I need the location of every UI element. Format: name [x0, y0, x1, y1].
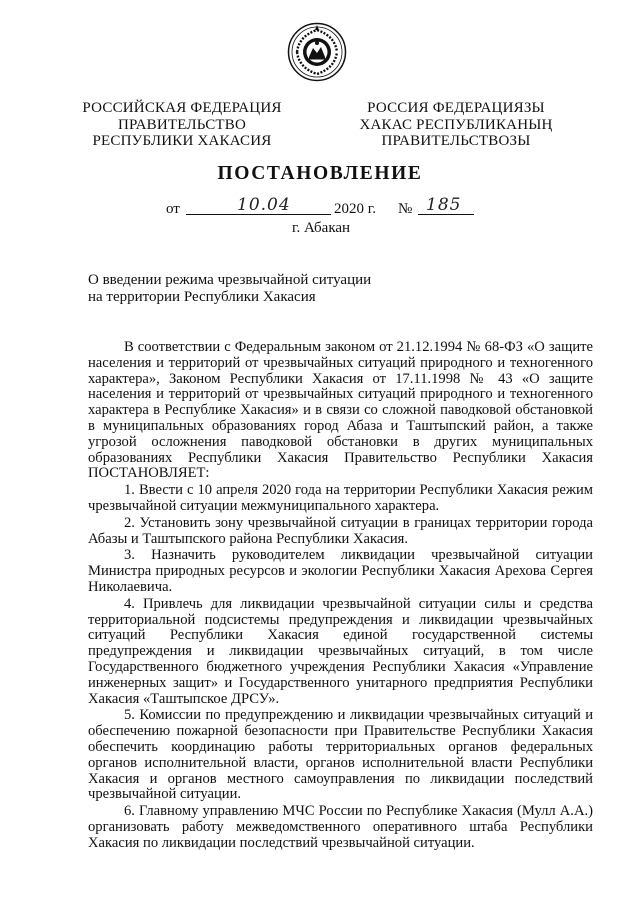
clause-6: 6. Главному управлению МЧС России по Республике Хакасия (Мулл А.А.) организовать работу межведомственного оперативного штаба Республики Хакасия по ликвидации последствий чрезвычайной ситуации. [88, 803, 593, 851]
handwritten-number: 185 [426, 195, 462, 215]
handwritten-date: 10.04 [237, 195, 291, 215]
subject-line-1: О введении режима чрезвычайной ситуации [88, 272, 372, 288]
header-right-line-2: ХАКАС РЕСПУБЛИКАНЫҢ [359, 116, 553, 133]
date-from-label: от [166, 201, 180, 217]
subject-heading [88, 272, 371, 305]
document-title: ПОСТАНОВЛЕНИЕ [217, 163, 423, 184]
city-name: г. Абакан [292, 220, 351, 236]
header-right-line-3: ПРАВИТЕЛЬСТВОЗЫ [381, 133, 531, 149]
clause-3: 3. Назначить руководителем ликвидации чрезвычайной ситуации Министра природных ресурсов и экологии Республики Хакасия Арехова Сергея Николаевича. [88, 547, 593, 595]
year-label: 2020 г. [334, 201, 376, 217]
header-left-block [82, 100, 282, 150]
number-sign-label: № [398, 201, 413, 217]
header-right-line-1: РОССИЯ ФЕДЕРАЦИЯЗЫ [367, 100, 545, 116]
header-left-line-3: РЕСПУБЛИКИ ХАКАСИЯ [92, 133, 272, 149]
subject-line-2: на территории Республики Хакасия [88, 288, 316, 305]
header-left-line-2: ПРАВИТЕЛЬСТВО [117, 116, 247, 133]
header-left-line-1: РОССИЙСКАЯ ФЕДЕРАЦИЯ [82, 100, 282, 116]
clause-4: 4. Привлечь для ликвидации чрезвычайной ситуации силы и средства территориальной подсистемы предупреждения и ликвидации чрезвычайных ситуаций Республики Хакасия единой государственной системы предупреждения и ликвидации чрезвычайных ситуаций, в том числе Государственного бюджетного учреждения Республики Хакасия «Управление инженерных защит» и Государственного унитарного предприятия Республики Хакасия «Таштыпское ДРСУ». [88, 595, 593, 707]
clause-2: 2. Установить зону чрезвычайной ситуации в границах территории города Абазы и Таштыпского района Республики Хакасия. [88, 514, 593, 547]
coat-of-arms-icon [287, 22, 347, 82]
preamble-paragraph: В соответствии с Федеральным законом от 21.12.1994 № 68-ФЗ «О защите населения и территорий от чрезвычайных ситуаций природного и техногенного характера», Законом Республики Хакасия от 17.11.1998 № 43 «О защите населения и территорий от чрезвычайных ситуаций природного и техногенного характера в Республике Хакасия» и в связи со сложной паводковой обстановкой в муниципальных образованиях город Абаза и Таштыпский район, а также угрозой осложнения паводковой обстановки в других муниципальных образованиях Республики Хакасия Правительство Республики Хакасия ПОСТАНОВЛЯЕТ: [88, 339, 593, 482]
clause-1: 1. Ввести с 10 апреля 2020 года на территории Республики Хакасия режим чрезвычайной ситуации межмуниципального характера. [88, 482, 593, 514]
document-body [88, 340, 593, 852]
header-right-block [356, 100, 556, 150]
clause-5: 5. Комиссии по предупреждению и ликвидации чрезвычайных ситуаций и обеспечению пожарной безопасности при Правительстве Республики Хакасия обеспечить координацию работы территориальных органов федеральных органов исполнительной власти, органов исполнительной власти Республики Хакасия и органов местного самоуправления по ликвидации последствий чрезвычайной ситуации. [88, 707, 593, 803]
